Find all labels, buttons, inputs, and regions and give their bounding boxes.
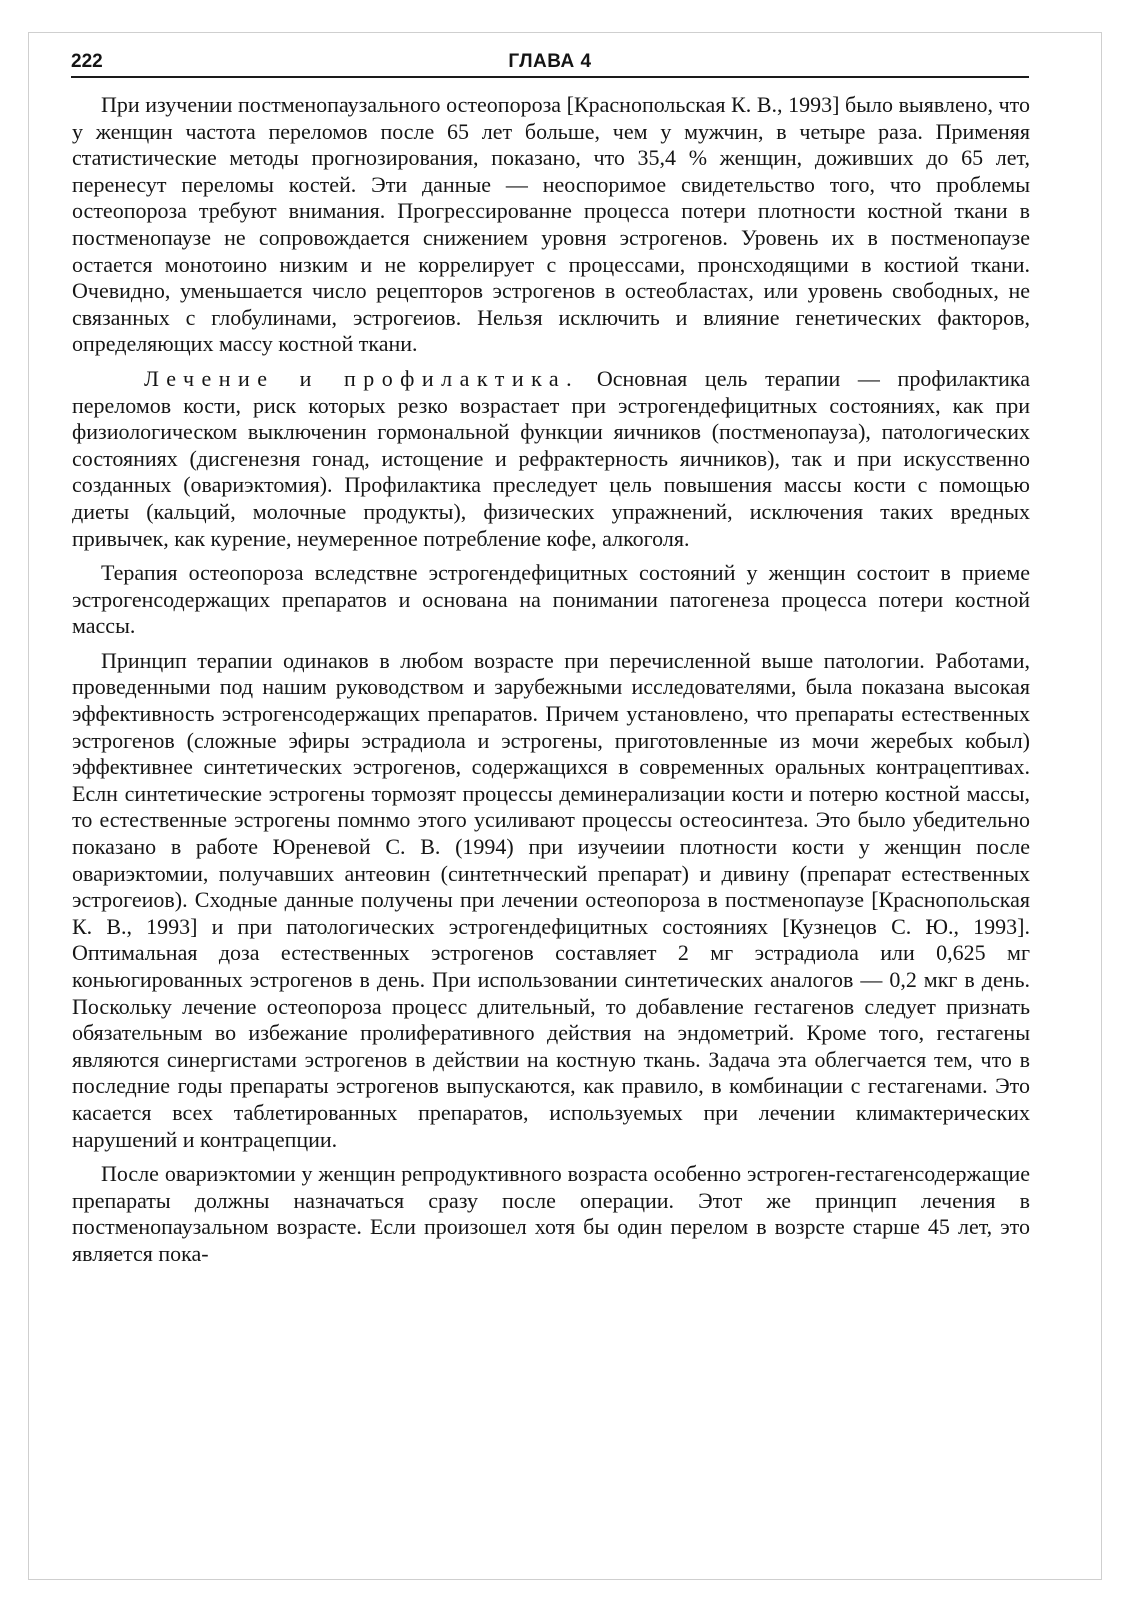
paragraph-treatment-prevention [72, 366, 1030, 552]
paragraph-therapy-principle: Принцип терапии одинаков в любом возрасте при перечисленной выше патологии. Работами, проведенными под нашим руководством и зарубежными исследователями, была показана высокая эффективность эстрогенсодержащих препаратов. Причем установлено, что препараты естественных эстрогенов (сложные эфиры эстрадиола и эстрогены, приготовленные из мочи жеребых кобыл) эффективнее синтетических эстрогенов, содержащихся в современных оральных контрацептивах. Еслн синтетические эстрогены тормозят процессы деминерализации кости и потерю костной массы, то естественные эстрогены помнмо этого усиливают процессы остеосинтеза. Это было убедительно показано в работе Юреневой С. В. (1994) при изучеиии плотности кости у женщин после овариэктомии, получавших антеовин (синтетнческий препарат) и дивину (препарат естественных эстрогеиов). Сходные данные получены при лечении остеопороза в постменопаузе [Краснопольская К. В., 1993] и при патологических эстрогендефицитных состояниях [Кузнецов С. Ю., 1993]. Оптимальная доза естественных эстрогенов составляет 2 мг эстрадиола или 0,625 мг коньюгированных эстрогенов в день. При использовании синтетических аналогов — 0,2 мкг в день. Поскольку лечение остеопороза процесс длительный, то добавление гестагенов следует признать обязательным во избежание пролиферативного действия на эндометрий. Кроме того, гестагены являются синергистами эстрогенов в действии на костную ткань. Задача эта облегчается тем, что в последние годы препараты эстрогенов выпускаются, как правило, в комбинации с гестагенами. Это касается всех таблетированных препаратов, используемых при лечении климактерических нарушений и контрацепции. [72, 647, 1030, 1152]
section-heading: Лечение и профилактика. [144, 365, 580, 391]
chapter-title: ГЛАВА 4 [508, 51, 592, 72]
running-header [71, 50, 1029, 78]
paragraph-osteoporosis-study: При изучении постменопаузального остеопороза [Краснопольская К. В., 1993] было выявлено, что у женщин частота переломов после 65 лет больше, чем у мужчин, в четыре раза. Применяя статистические методы прогнозирования, показано, что 35,4 % женщин, доживших до 65 лет, перенесут переломы костей. Эти данные — неоспоримое свидетельство того, что проблемы остеопороза требуют внимания. Прогрессированне процесса потери плотности костной ткани в постменопаузе не сопровождается снижением уровня эстрогенов. Уровень их в постменопаузе остается монотоино низким и не коррелирует с процессами, пронсходящими в костиой ткани. Очевидно, уменьшается число рецепторов эстрогенов в остеобластах, или уровень свободных, не связанных с глобулинами, эстрогеиов. Нельзя исключить и влияние генетических факторов, определяющих массу костной ткани. [72, 92, 1030, 357]
section-text: Основная цель терапии — профилактика переломов кости, риск которых резко возрастает при эстрогендефицитных состояниях, как при физиологическом выключенин гормональной функции яичников (постменопауза), патологических состояниях (дисгенезня гонад, истощение и рефрактерность яичников), так и при искусственно созданных (овариэктомия). Профилактика преследует цель повышения массы кости с помощью диеты (кальций, молочные продукты), физических упражнений, исключения таких вредных привычек, как курение, неумеренное потребление кофе, алкоголя. [72, 365, 1030, 551]
paragraph-therapy: Терапия остеопороза вследствне эстрогендефицитных состояний у женщин состоит в приеме эстрогенсодержащих препаратов и основана на понимании патогенеза процесса потери костной массы. [72, 560, 1030, 639]
page-number: 222 [71, 51, 103, 72]
paragraph-after-ovariectomy: После овариэктомии у женщин репродуктивного возраста особенно эстроген-гестагенсодержащие препараты должны назначаться сразу после операции. Этот же принцип лечения в постменопаузальном возрасте. Если произошел хотя бы один перелом в возрсте старше 45 лет, это является пока- [72, 1161, 1030, 1266]
body-text [72, 92, 1030, 1276]
